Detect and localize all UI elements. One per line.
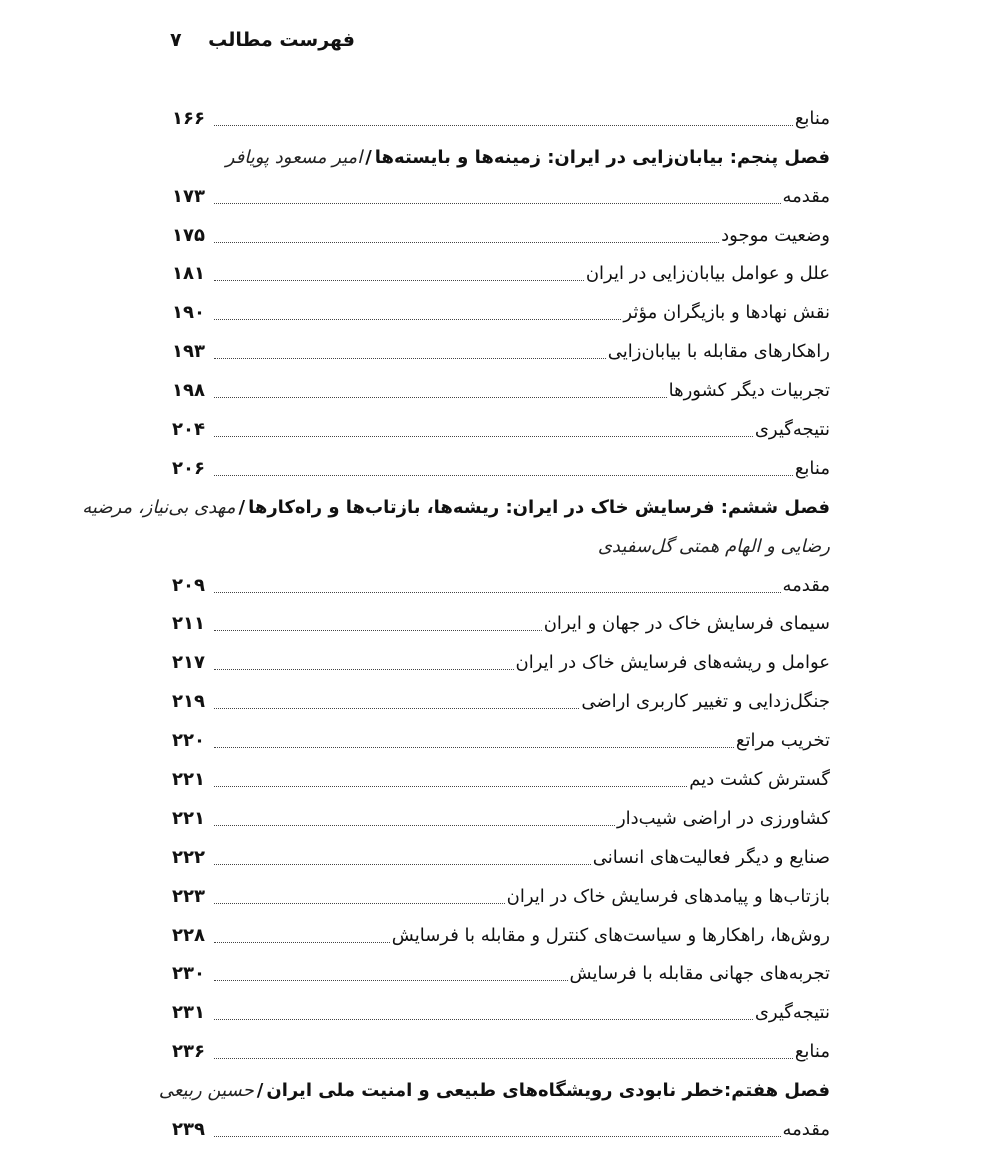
dot-leader	[214, 1058, 793, 1059]
toc-page-number: ۲۲۱	[172, 769, 205, 791]
toc-entry-title: بازتاب‌ها و پیامدهای فرسایش خاک در ایران	[506, 885, 830, 907]
toc-page-number: ۲۲۸	[172, 924, 205, 946]
dot-leader	[214, 980, 568, 981]
dot-leader	[214, 786, 687, 787]
dot-leader	[214, 942, 390, 943]
toc-entry-title: سیمای فرسایش خاک در جهان و ایران	[543, 613, 830, 635]
toc-entry-title: تخریب مراتع	[735, 730, 830, 752]
toc-page-number: ۱۶۶	[172, 107, 205, 129]
toc-entry	[172, 406, 830, 445]
toc-entry	[172, 601, 830, 640]
chapter-author: امیر مسعود پویافر	[225, 146, 363, 168]
dot-leader	[214, 903, 505, 904]
dot-leader	[214, 825, 615, 826]
toc-entry	[172, 95, 830, 134]
toc-entry	[172, 912, 830, 951]
toc-page-number: ۱۷۳	[172, 185, 205, 207]
toc-page-number: ۱۷۵	[172, 224, 205, 246]
toc-entry-title: مقدمه	[782, 185, 830, 207]
dot-leader	[214, 280, 584, 281]
toc-entry-title: تجربه‌های جهانی مقابله با فرسایش	[569, 963, 830, 985]
toc-entry	[172, 873, 830, 912]
toc-entry-title: راهکارهای مقابله با بیابان‌زایی	[607, 341, 830, 363]
chapter-author: مهدی بی‌نیاز، مرضیه	[82, 496, 236, 518]
toc-entry	[172, 795, 830, 834]
toc-entry-title: منابع	[794, 1041, 830, 1063]
chapter-author-continued: رضایی و الهام همتی گل‌سفیدی	[597, 535, 830, 557]
toc-entry	[172, 445, 830, 484]
toc-entry	[172, 756, 830, 795]
dot-leader	[214, 203, 781, 204]
chapter-title: فصل هفتم:خطر نابودی رویشگاه‌های طبیعی و امنیت ملی ایران	[266, 1080, 830, 1102]
toc-entry-title: منابع	[794, 457, 830, 479]
toc-entry-title: گسترش کشت دیم	[689, 769, 830, 791]
toc-entry	[172, 562, 830, 601]
dot-leader	[214, 319, 621, 320]
header-title: فهرست مطالب	[208, 29, 355, 51]
toc-chapter-heading	[158, 1067, 830, 1106]
toc-entry-title: عوامل و ریشه‌های فرسایش خاک در ایران	[515, 652, 830, 674]
dot-leader	[214, 358, 606, 359]
chapter-title: فصل پنجم: بیابان‌زایی در ایران: زمینه‌ها و بایسته‌ها	[374, 146, 830, 168]
toc-page-number: ۲۳۶	[172, 1041, 205, 1063]
toc-entry	[172, 173, 830, 212]
dot-leader	[214, 864, 591, 865]
dot-leader	[214, 436, 753, 437]
toc-page-number: ۲۰۴	[172, 419, 205, 441]
toc-page-number: ۲۲۲	[172, 846, 205, 868]
dot-leader	[214, 397, 667, 398]
toc-page-number: ۱۹۳	[172, 341, 205, 363]
toc-entry	[172, 289, 830, 328]
toc-page-number: ۲۲۰	[172, 730, 205, 752]
toc-entry-title: مقدمه	[782, 574, 830, 596]
toc-entry	[172, 989, 830, 1028]
dot-leader	[214, 1019, 753, 1020]
toc-entry-title: کشاورزی در اراضی شیب‌دار	[616, 807, 830, 829]
chapter-title: فصل ششم: فرسایش خاک در ایران: ریشه‌ها، بازتاب‌ها و راه‌کارها	[248, 496, 830, 518]
dot-leader	[214, 669, 514, 670]
table-of-contents	[82, 95, 830, 1145]
toc-entry	[172, 212, 830, 251]
toc-entry	[172, 367, 830, 406]
toc-page-number: ۲۰۹	[172, 574, 205, 596]
toc-entry-title: منابع	[794, 107, 830, 129]
toc-entry-title: نتیجه‌گیری	[754, 1002, 830, 1024]
toc-page-number: ۱۹۸	[172, 380, 205, 402]
toc-page-number: ۱۹۰	[172, 302, 205, 324]
toc-author-continuation	[172, 523, 830, 562]
dot-leader	[214, 708, 579, 709]
toc-entry	[172, 834, 830, 873]
dot-leader	[214, 747, 734, 748]
dot-leader	[214, 125, 793, 126]
toc-entry-title: تجربیات دیگر کشورها	[668, 380, 830, 402]
toc-entry-title: روش‌ها، راهکارها و سیاست‌های کنترل و مقابله با فرسایش	[391, 924, 830, 946]
toc-page-number: ۲۱۷	[172, 652, 205, 674]
toc-entry	[172, 717, 830, 756]
header-page-number: ۷	[170, 29, 182, 51]
author-separator: /	[365, 146, 372, 168]
toc-entry-title: صنایع و دیگر فعالیت‌های انسانی	[592, 846, 830, 868]
toc-page-number: ۲۳۹	[172, 1119, 205, 1141]
toc-entry-title: علل و عوامل بیابان‌زایی در ایران	[585, 263, 830, 285]
toc-entry-title: نتیجه‌گیری	[754, 419, 830, 441]
toc-entry	[172, 1106, 830, 1145]
toc-entry	[172, 951, 830, 990]
dot-leader	[214, 592, 781, 593]
toc-page-number: ۲۱۹	[172, 691, 205, 713]
dot-leader	[214, 475, 793, 476]
toc-entry-title: نقش نهادها و بازیگران مؤثر	[623, 302, 830, 324]
author-separator: /	[238, 496, 246, 518]
toc-page-number: ۱۸۱	[172, 263, 205, 285]
toc-chapter-heading	[82, 484, 830, 523]
dot-leader	[214, 630, 542, 631]
toc-entry	[172, 1028, 830, 1067]
toc-page-number: ۲۲۳	[172, 885, 205, 907]
toc-entry	[172, 328, 830, 367]
chapter-author: حسین ربیعی	[158, 1080, 254, 1102]
toc-entry	[172, 251, 830, 290]
toc-entry	[172, 639, 830, 678]
toc-entry	[172, 678, 830, 717]
author-separator: /	[256, 1080, 264, 1102]
toc-page-number: ۲۳۰	[172, 963, 205, 985]
toc-entry-title: وضعیت موجود	[721, 224, 830, 246]
toc-page-number: ۲۳۱	[172, 1002, 205, 1024]
toc-chapter-heading	[172, 134, 830, 173]
toc-page-number: ۲۲۱	[172, 807, 205, 829]
dot-leader	[214, 1136, 781, 1137]
toc-entry-title: مقدمه	[782, 1119, 830, 1141]
toc-entry-title: جنگل‌زدایی و تغییر کاربری اراضی	[581, 691, 830, 713]
running-header	[170, 22, 355, 58]
toc-page-number: ۲۱۱	[172, 613, 205, 635]
toc-page-number: ۲۰۶	[172, 457, 205, 479]
dot-leader	[214, 242, 719, 243]
